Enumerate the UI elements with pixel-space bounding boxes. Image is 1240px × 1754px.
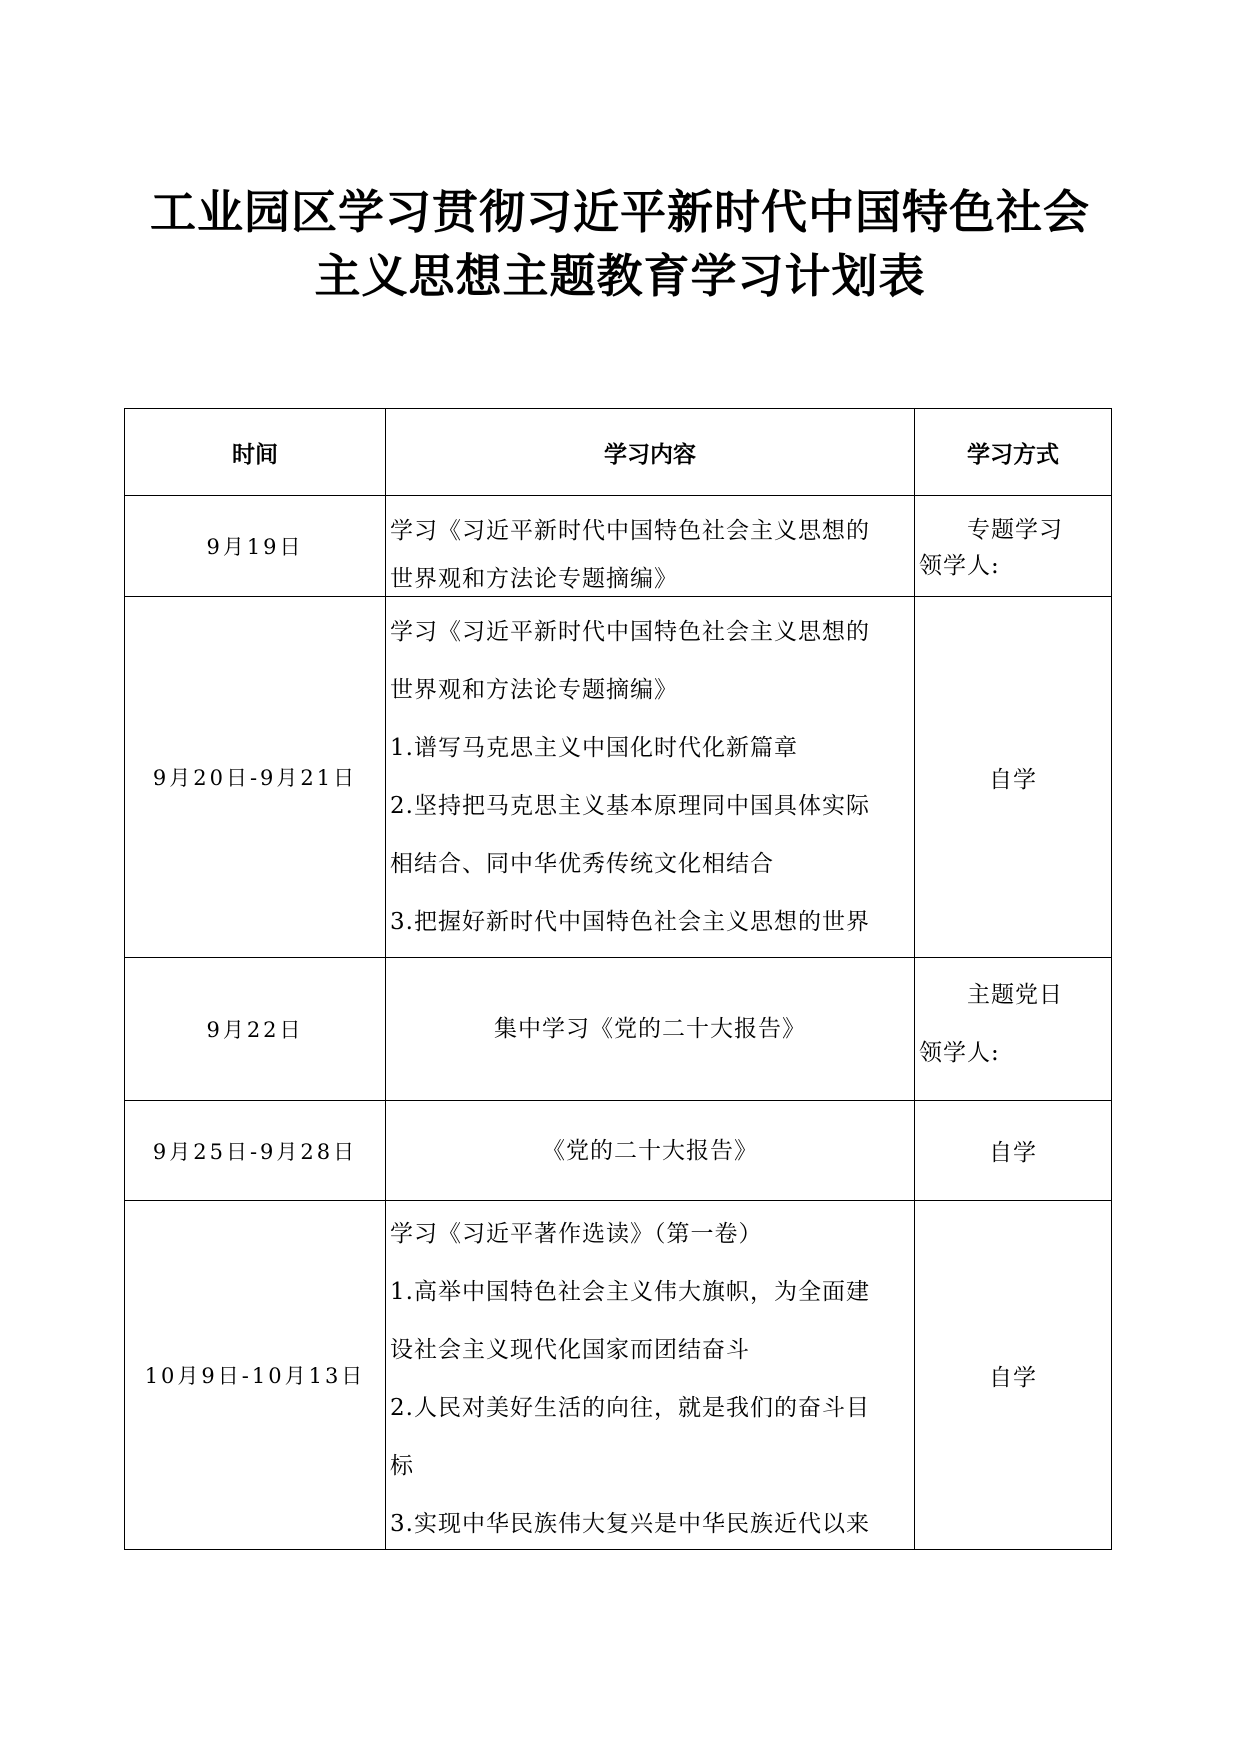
method-line: 主题党日 xyxy=(967,982,1063,1008)
content-line: 世界观和方法论专题摘编》 xyxy=(390,677,678,703)
row-time: 9月22日 xyxy=(125,958,386,1101)
page-title-line-1: 工业园区学习贯彻习近平新时代中国特色社会 xyxy=(150,185,1090,239)
table-row xyxy=(125,958,1112,1101)
content-line: 2.人民对美好生活的向往，就是我们的奋斗目 xyxy=(390,1395,870,1421)
table-header-row xyxy=(125,409,1112,496)
row-content xyxy=(386,1201,915,1550)
header-method: 学习方式 xyxy=(915,409,1112,496)
page-title xyxy=(0,180,1240,308)
row-content xyxy=(386,1101,915,1201)
row-method xyxy=(915,958,1112,1101)
row-time: 9月25日-9月28日 xyxy=(125,1101,386,1201)
content-line: 1.高举中国特色社会主义伟大旗帜，为全面建 xyxy=(390,1279,870,1305)
content-line: 《党的二十大报告》 xyxy=(542,1137,758,1164)
content-line: 学习《习近平新时代中国特色社会主义思想的 xyxy=(390,619,870,645)
method-line: 领学人: xyxy=(919,553,1000,579)
content-line: 2.坚持把马克思主义基本原理同中国具体实际 xyxy=(390,793,870,819)
table-row xyxy=(125,1101,1112,1201)
header-content: 学习内容 xyxy=(386,409,915,496)
table-row xyxy=(125,597,1112,958)
content-line: 3.实现中华民族伟大复兴是中华民族近代以来 xyxy=(390,1511,870,1537)
content-line: 集中学习《党的二十大报告》 xyxy=(494,1016,806,1042)
content-line: 相结合、同中华优秀传统文化相结合 xyxy=(390,851,774,877)
row-method xyxy=(915,597,1112,958)
row-method xyxy=(915,1201,1112,1550)
header-time: 时间 xyxy=(125,409,386,496)
content-line: 设社会主义现代化国家而团结奋斗 xyxy=(390,1337,750,1363)
method-line: 专题学习 xyxy=(967,517,1063,543)
row-content xyxy=(386,496,915,597)
row-content xyxy=(386,597,915,958)
row-time: 9月19日 xyxy=(125,496,386,597)
row-method xyxy=(915,496,1112,597)
content-line: 1.谱写马克思主义中国化时代化新篇章 xyxy=(390,735,798,761)
method-line: 自学 xyxy=(989,1140,1037,1166)
content-line: 学习《习近平新时代中国特色社会主义思想的 xyxy=(390,518,870,544)
row-time: 9月20日-9月21日 xyxy=(125,597,386,958)
content-line: 3.把握好新时代中国特色社会主义思想的世界 xyxy=(390,909,870,935)
row-time: 10月9日-10月13日 xyxy=(125,1201,386,1550)
page-title-line-2: 主义思想主题教育学习计划表 xyxy=(314,249,926,303)
method-line: 自学 xyxy=(989,1364,1037,1391)
content-line: 世界观和方法论专题摘编》 xyxy=(390,566,678,592)
method-line: 领学人: xyxy=(919,1040,1000,1066)
method-line: 自学 xyxy=(989,766,1037,793)
row-content xyxy=(386,958,915,1101)
table-row xyxy=(125,496,1112,597)
table-row xyxy=(125,1201,1112,1550)
study-plan-table xyxy=(124,408,1112,1550)
content-line: 学习《习近平著作选读》（第一卷） xyxy=(390,1221,763,1247)
row-method xyxy=(915,1101,1112,1201)
content-line: 标 xyxy=(390,1453,414,1479)
